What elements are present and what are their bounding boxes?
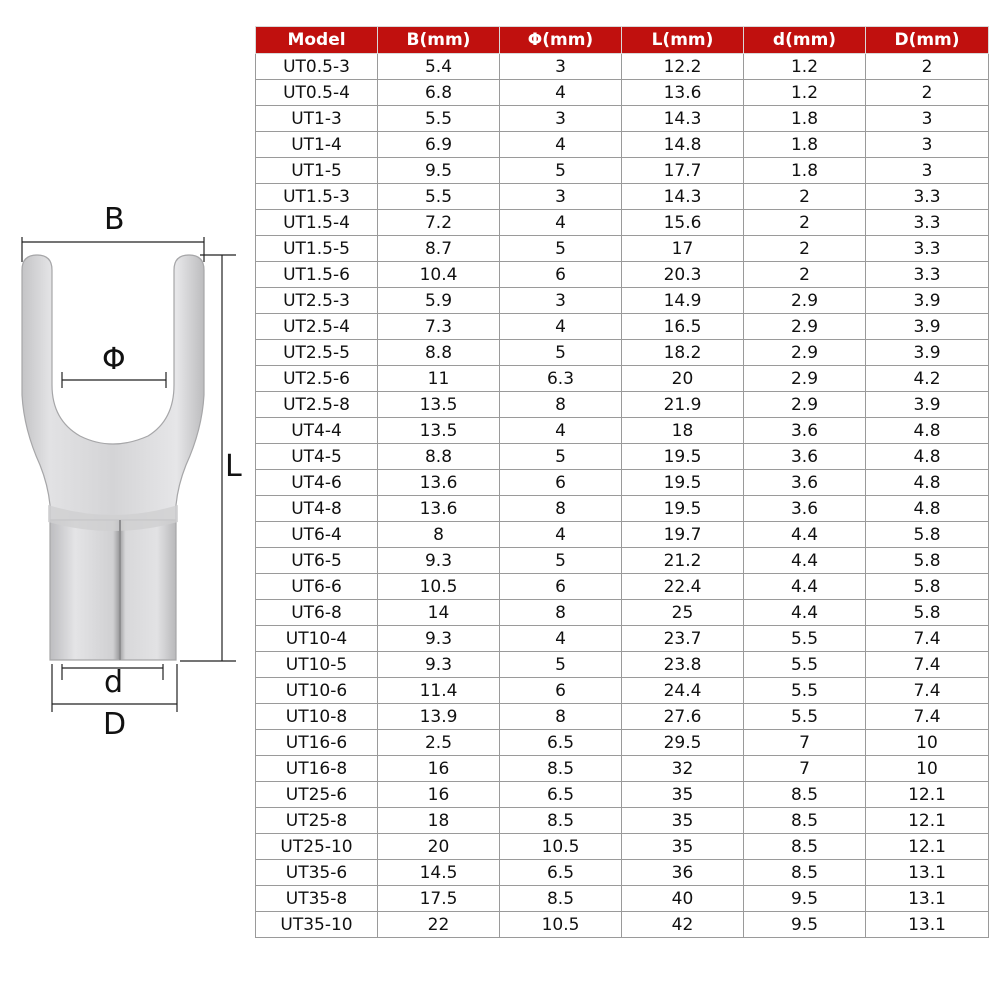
cell-d-inner: 8.5 xyxy=(744,834,866,860)
cell-d-inner: 5.5 xyxy=(744,626,866,652)
cell-b: 9.3 xyxy=(378,548,500,574)
fork-body xyxy=(22,255,204,520)
label-d-outer: D xyxy=(103,707,127,742)
cell-d-outer: 3 xyxy=(866,106,989,132)
table-row xyxy=(256,184,989,210)
cell-l: 21.2 xyxy=(622,548,744,574)
cell-l: 25 xyxy=(622,600,744,626)
table-row xyxy=(256,678,989,704)
table-row xyxy=(256,600,989,626)
cell-model: UT6-4 xyxy=(256,522,378,548)
cell-d-outer: 13.1 xyxy=(866,860,989,886)
cell-l: 20.3 xyxy=(622,262,744,288)
cell-b: 6.8 xyxy=(378,80,500,106)
cell-d-outer: 7.4 xyxy=(866,626,989,652)
cell-d-inner: 2 xyxy=(744,210,866,236)
cell-l: 36 xyxy=(622,860,744,886)
cell-d-inner: 7 xyxy=(744,756,866,782)
table-row xyxy=(256,860,989,886)
cell-d-outer: 2 xyxy=(866,54,989,80)
cell-model: UT25-8 xyxy=(256,808,378,834)
cell-d-outer: 5.8 xyxy=(866,522,989,548)
cell-l: 32 xyxy=(622,756,744,782)
table-row xyxy=(256,886,989,912)
cell-b: 8.8 xyxy=(378,340,500,366)
table-row xyxy=(256,444,989,470)
table-row xyxy=(256,834,989,860)
cell-d-outer: 10 xyxy=(866,730,989,756)
cell-model: UT4-5 xyxy=(256,444,378,470)
cell-d-outer: 10 xyxy=(866,756,989,782)
cell-d-outer: 12.1 xyxy=(866,782,989,808)
cell-model: UT1-5 xyxy=(256,158,378,184)
cell-d-outer: 3.9 xyxy=(866,392,989,418)
table-row xyxy=(256,756,989,782)
cell-phi: 6 xyxy=(500,574,622,600)
cell-l: 17 xyxy=(622,236,744,262)
cell-l: 16.5 xyxy=(622,314,744,340)
cell-d-inner: 1.8 xyxy=(744,132,866,158)
cell-d-inner: 1.2 xyxy=(744,54,866,80)
cell-d-inner: 4.4 xyxy=(744,548,866,574)
cell-model: UT0.5-4 xyxy=(256,80,378,106)
cell-d-inner: 4.4 xyxy=(744,522,866,548)
cell-d-outer: 3.9 xyxy=(866,288,989,314)
cell-l: 22.4 xyxy=(622,574,744,600)
cell-l: 15.6 xyxy=(622,210,744,236)
cell-d-inner: 4.4 xyxy=(744,574,866,600)
cell-d-outer: 3.9 xyxy=(866,340,989,366)
cell-b: 13.6 xyxy=(378,496,500,522)
cell-l: 12.2 xyxy=(622,54,744,80)
cell-phi: 5 xyxy=(500,236,622,262)
cell-model: UT1.5-6 xyxy=(256,262,378,288)
table-row xyxy=(256,106,989,132)
cell-model: UT16-6 xyxy=(256,730,378,756)
cell-b: 20 xyxy=(378,834,500,860)
cell-d-outer: 5.8 xyxy=(866,574,989,600)
cell-d-outer: 12.1 xyxy=(866,834,989,860)
cell-model: UT10-6 xyxy=(256,678,378,704)
cell-b: 5.4 xyxy=(378,54,500,80)
cell-l: 42 xyxy=(622,912,744,938)
spec-table xyxy=(255,26,989,938)
cell-model: UT2.5-3 xyxy=(256,288,378,314)
cell-d-inner: 4.4 xyxy=(744,600,866,626)
cell-phi: 6 xyxy=(500,470,622,496)
cell-phi: 5 xyxy=(500,444,622,470)
cell-phi: 8 xyxy=(500,496,622,522)
cell-phi: 6.5 xyxy=(500,730,622,756)
cell-d-outer: 7.4 xyxy=(866,704,989,730)
header-b: B(mm) xyxy=(378,27,500,54)
cell-phi: 5 xyxy=(500,158,622,184)
cell-d-outer: 3.3 xyxy=(866,262,989,288)
header-d-inner: d(mm) xyxy=(744,27,866,54)
label-d-inner: d xyxy=(104,665,124,700)
cell-phi: 4 xyxy=(500,80,622,106)
header-d-outer: D(mm) xyxy=(866,27,989,54)
cell-phi: 8 xyxy=(500,600,622,626)
cell-d-outer: 4.8 xyxy=(866,496,989,522)
cell-b: 13.9 xyxy=(378,704,500,730)
cell-d-inner: 7 xyxy=(744,730,866,756)
cell-model: UT1.5-4 xyxy=(256,210,378,236)
cell-d-inner: 1.8 xyxy=(744,106,866,132)
cell-d-outer: 13.1 xyxy=(866,912,989,938)
cell-model: UT6-6 xyxy=(256,574,378,600)
cell-phi: 4 xyxy=(500,314,622,340)
cell-l: 18.2 xyxy=(622,340,744,366)
cell-phi: 8 xyxy=(500,392,622,418)
cell-phi: 3 xyxy=(500,106,622,132)
cell-d-outer: 7.4 xyxy=(866,678,989,704)
cell-phi: 4 xyxy=(500,418,622,444)
cell-l: 20 xyxy=(622,366,744,392)
cell-model: UT25-10 xyxy=(256,834,378,860)
cell-d-inner: 2 xyxy=(744,184,866,210)
cell-model: UT16-8 xyxy=(256,756,378,782)
cell-l: 19.5 xyxy=(622,496,744,522)
cell-l: 14.8 xyxy=(622,132,744,158)
table-row xyxy=(256,210,989,236)
table-row xyxy=(256,548,989,574)
label-l: L xyxy=(225,449,242,484)
cell-d-inner: 2.9 xyxy=(744,288,866,314)
cell-l: 35 xyxy=(622,782,744,808)
cell-model: UT6-8 xyxy=(256,600,378,626)
cell-l: 19.5 xyxy=(622,470,744,496)
cell-l: 23.8 xyxy=(622,652,744,678)
cell-d-inner: 1.8 xyxy=(744,158,866,184)
cell-phi: 3 xyxy=(500,288,622,314)
table-row xyxy=(256,158,989,184)
cell-b: 16 xyxy=(378,782,500,808)
cell-b: 7.2 xyxy=(378,210,500,236)
header-phi: Φ(mm) xyxy=(500,27,622,54)
cell-l: 27.6 xyxy=(622,704,744,730)
cell-b: 13.5 xyxy=(378,418,500,444)
cell-model: UT35-6 xyxy=(256,860,378,886)
table-row xyxy=(256,470,989,496)
cell-d-outer: 5.8 xyxy=(866,600,989,626)
cell-d-inner: 2 xyxy=(744,236,866,262)
crimp-barrel xyxy=(50,520,176,660)
spade-terminal-drawing xyxy=(0,0,255,1001)
cell-b: 11 xyxy=(378,366,500,392)
spade-terminal-diagram xyxy=(0,0,255,1001)
cell-phi: 4 xyxy=(500,626,622,652)
cell-l: 35 xyxy=(622,834,744,860)
cell-b: 8 xyxy=(378,522,500,548)
cell-d-inner: 8.5 xyxy=(744,782,866,808)
cell-d-outer: 12.1 xyxy=(866,808,989,834)
cell-l: 18 xyxy=(622,418,744,444)
cell-d-inner: 5.5 xyxy=(744,704,866,730)
cell-b: 7.3 xyxy=(378,314,500,340)
cell-l: 35 xyxy=(622,808,744,834)
cell-d-inner: 8.5 xyxy=(744,808,866,834)
cell-d-outer: 3.9 xyxy=(866,314,989,340)
cell-b: 6.9 xyxy=(378,132,500,158)
cell-model: UT2.5-8 xyxy=(256,392,378,418)
cell-d-outer: 7.4 xyxy=(866,652,989,678)
table-row xyxy=(256,340,989,366)
cell-d-inner: 8.5 xyxy=(744,860,866,886)
cell-b: 13.6 xyxy=(378,470,500,496)
cell-model: UT2.5-6 xyxy=(256,366,378,392)
b-dimension-line xyxy=(22,237,204,262)
cell-b: 9.3 xyxy=(378,626,500,652)
cell-model: UT10-4 xyxy=(256,626,378,652)
cell-phi: 5 xyxy=(500,340,622,366)
cell-l: 19.7 xyxy=(622,522,744,548)
cell-d-inner: 5.5 xyxy=(744,678,866,704)
table-header-row xyxy=(256,27,989,54)
cell-phi: 10.5 xyxy=(500,912,622,938)
cell-phi: 3 xyxy=(500,184,622,210)
cell-d-inner: 9.5 xyxy=(744,912,866,938)
cell-model: UT6-5 xyxy=(256,548,378,574)
cell-phi: 8.5 xyxy=(500,808,622,834)
table-row xyxy=(256,782,989,808)
cell-d-outer: 4.8 xyxy=(866,470,989,496)
table-row xyxy=(256,392,989,418)
cell-b: 11.4 xyxy=(378,678,500,704)
cell-l: 14.3 xyxy=(622,184,744,210)
cell-d-inner: 2.9 xyxy=(744,392,866,418)
cell-model: UT10-8 xyxy=(256,704,378,730)
cell-d-inner: 9.5 xyxy=(744,886,866,912)
cell-phi: 10.5 xyxy=(500,834,622,860)
cell-phi: 6.5 xyxy=(500,782,622,808)
cell-model: UT1-4 xyxy=(256,132,378,158)
table-row xyxy=(256,236,989,262)
cell-phi: 6 xyxy=(500,678,622,704)
table-row xyxy=(256,730,989,756)
cell-b: 22 xyxy=(378,912,500,938)
cell-l: 14.3 xyxy=(622,106,744,132)
cell-d-inner: 2.9 xyxy=(744,314,866,340)
cell-model: UT10-5 xyxy=(256,652,378,678)
cell-phi: 6 xyxy=(500,262,622,288)
cell-model: UT2.5-4 xyxy=(256,314,378,340)
cell-b: 16 xyxy=(378,756,500,782)
cell-d-outer: 3 xyxy=(866,132,989,158)
cell-phi: 8.5 xyxy=(500,886,622,912)
cell-l: 14.9 xyxy=(622,288,744,314)
cell-d-outer: 3.3 xyxy=(866,236,989,262)
cell-d-inner: 1.2 xyxy=(744,80,866,106)
cell-phi: 6.3 xyxy=(500,366,622,392)
cell-model: UT1.5-5 xyxy=(256,236,378,262)
table-row xyxy=(256,522,989,548)
cell-b: 2.5 xyxy=(378,730,500,756)
table-row xyxy=(256,314,989,340)
cell-d-outer: 2 xyxy=(866,80,989,106)
cell-model: UT2.5-5 xyxy=(256,340,378,366)
cell-b: 9.5 xyxy=(378,158,500,184)
label-b: B xyxy=(104,202,125,237)
cell-l: 21.9 xyxy=(622,392,744,418)
table-row xyxy=(256,288,989,314)
cell-phi: 4 xyxy=(500,210,622,236)
table-row xyxy=(256,262,989,288)
cell-b: 10.5 xyxy=(378,574,500,600)
cell-d-inner: 3.6 xyxy=(744,418,866,444)
table-row xyxy=(256,80,989,106)
cell-b: 14 xyxy=(378,600,500,626)
cell-b: 10.4 xyxy=(378,262,500,288)
cell-model: UT0.5-3 xyxy=(256,54,378,80)
cell-d-inner: 2.9 xyxy=(744,366,866,392)
cell-d-outer: 3.3 xyxy=(866,184,989,210)
table-row xyxy=(256,626,989,652)
cell-d-inner: 2.9 xyxy=(744,340,866,366)
cell-model: UT35-8 xyxy=(256,886,378,912)
cell-d-inner: 3.6 xyxy=(744,470,866,496)
cell-d-outer: 4.8 xyxy=(866,444,989,470)
table-body xyxy=(256,54,989,938)
cell-l: 19.5 xyxy=(622,444,744,470)
cell-phi: 3 xyxy=(500,54,622,80)
cell-phi: 8 xyxy=(500,704,622,730)
cell-l: 17.7 xyxy=(622,158,744,184)
cell-model: UT35-10 xyxy=(256,912,378,938)
cell-d-inner: 3.6 xyxy=(744,496,866,522)
cell-phi: 6.5 xyxy=(500,860,622,886)
cell-b: 13.5 xyxy=(378,392,500,418)
cell-l: 23.7 xyxy=(622,626,744,652)
table-row xyxy=(256,496,989,522)
header-l: L(mm) xyxy=(622,27,744,54)
label-phi: Φ xyxy=(102,342,126,377)
table-row xyxy=(256,704,989,730)
table-row xyxy=(256,808,989,834)
cell-d-outer: 3.3 xyxy=(866,210,989,236)
cell-l: 40 xyxy=(622,886,744,912)
table-row xyxy=(256,912,989,938)
table-row xyxy=(256,652,989,678)
cell-d-outer: 4.8 xyxy=(866,418,989,444)
cell-b: 14.5 xyxy=(378,860,500,886)
cell-l: 13.6 xyxy=(622,80,744,106)
cell-b: 17.5 xyxy=(378,886,500,912)
cell-model: UT4-6 xyxy=(256,470,378,496)
cell-d-outer: 13.1 xyxy=(866,886,989,912)
cell-d-outer: 5.8 xyxy=(866,548,989,574)
cell-b: 9.3 xyxy=(378,652,500,678)
table-row xyxy=(256,418,989,444)
cell-phi: 5 xyxy=(500,548,622,574)
cell-d-outer: 3 xyxy=(866,158,989,184)
table-row xyxy=(256,574,989,600)
cell-d-inner: 2 xyxy=(744,262,866,288)
cell-model: UT4-8 xyxy=(256,496,378,522)
cell-b: 8.7 xyxy=(378,236,500,262)
header-model: Model xyxy=(256,27,378,54)
cell-b: 18 xyxy=(378,808,500,834)
cell-model: UT4-4 xyxy=(256,418,378,444)
cell-b: 5.5 xyxy=(378,184,500,210)
cell-l: 24.4 xyxy=(622,678,744,704)
cell-phi: 5 xyxy=(500,652,622,678)
table-row xyxy=(256,54,989,80)
cell-phi: 4 xyxy=(500,132,622,158)
cell-d-inner: 3.6 xyxy=(744,444,866,470)
cell-b: 5.9 xyxy=(378,288,500,314)
cell-l: 29.5 xyxy=(622,730,744,756)
cell-phi: 4 xyxy=(500,522,622,548)
cell-b: 8.8 xyxy=(378,444,500,470)
cell-model: UT1.5-3 xyxy=(256,184,378,210)
cell-d-outer: 4.2 xyxy=(866,366,989,392)
table-row xyxy=(256,366,989,392)
cell-d-inner: 5.5 xyxy=(744,652,866,678)
cell-phi: 8.5 xyxy=(500,756,622,782)
cell-model: UT1-3 xyxy=(256,106,378,132)
cell-b: 5.5 xyxy=(378,106,500,132)
cell-model: UT25-6 xyxy=(256,782,378,808)
table-row xyxy=(256,132,989,158)
